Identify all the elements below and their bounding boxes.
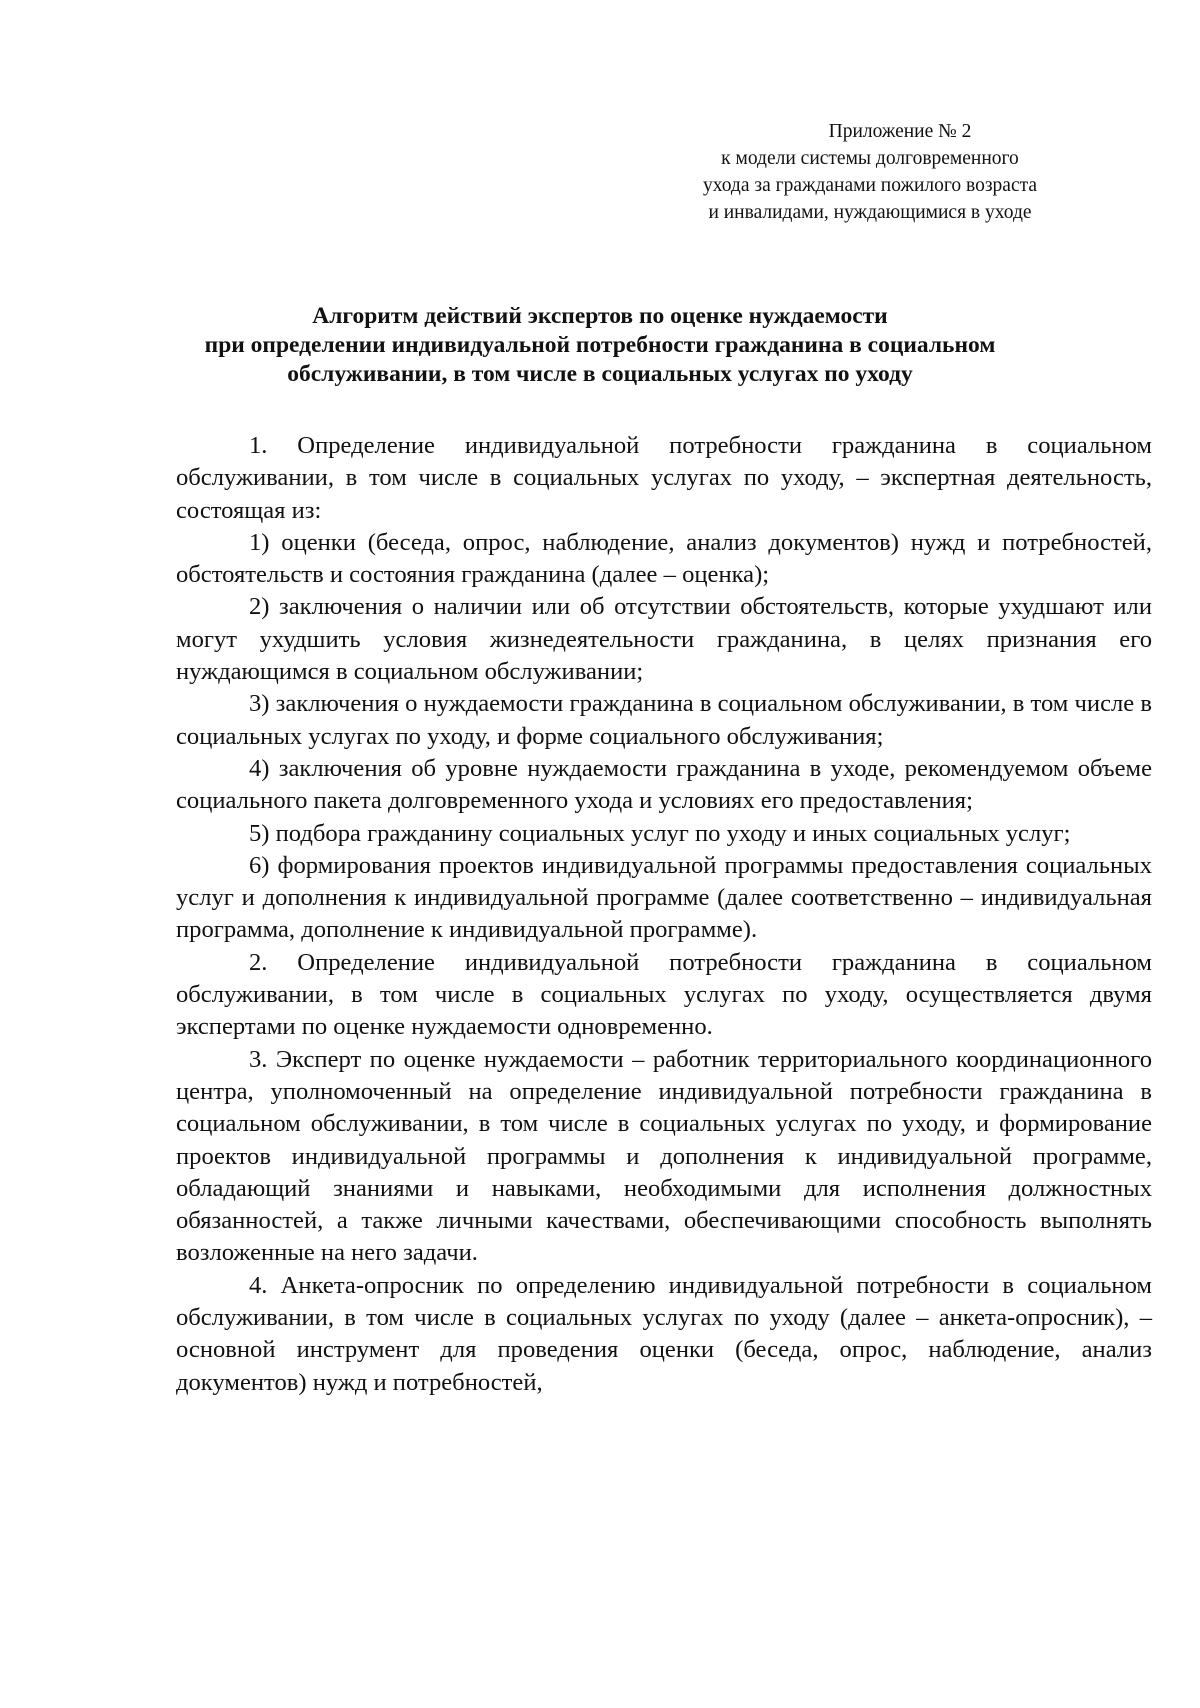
- paragraph-1-item-1: 1) оценки (беседа, опрос, наблюдение, анализ документов) нужд и потребностей, обстоятельств и состояния гражданина (далее – оценка);: [176, 528, 1152, 589]
- paragraph-1-item-5: 5) подбора гражданину социальных услуг по уходу и иных социальных услуг;: [249, 819, 1071, 847]
- paragraph-2: 2. Определение индивидуальной потребности гражданина в социальном обслуживании, в том числе в социальных услугах по уходу, осуществляется двумя экспертами по оценке нуждаемости одновременно.: [176, 948, 1152, 1041]
- appendix-line: к модели системы долговременного: [721, 148, 1019, 169]
- title-line: Алгоритм действий экспертов по оценке нуждаемости: [312, 303, 888, 329]
- paragraph-4: 4. Анкета-опросник по определению индивидуальной потребности в социальном обслуживании, в том числе в социальных услугах по уходу (далее – анкета-опросник), – основной инструмент для проведения оценки (беседа, опрос, наблюдение, анализ документов) нужд и потребностей,: [176, 1271, 1152, 1396]
- appendix-line: ухода за гражданами пожилого возраста: [702, 175, 1038, 196]
- appendix-number: Приложение № 2: [828, 121, 972, 142]
- paragraph-1-item-4: 4) заключения об уровне нуждаемости гражданина в уходе, рекомендуемом объеме социального пакета долговременного ухода и условиях его предоставления;: [176, 754, 1152, 815]
- document-title: [150, 302, 1050, 389]
- paragraph-3: 3. Эксперт по оценке нуждаемости – работник территориального координационного центра, уполномоченный на определение индивидуальной потребности гражданина в социальном обслуживании, в том числе в социальных услугах по уходу, и формирование проектов индивидуальной программы и дополнения к индивидуальной программе, обладающий знаниями и навыками, необходимыми для исполнения должностных обязанностей, а также личными качествами, обеспечивающими способность выполнять возложенные на него задачи.: [176, 1045, 1152, 1267]
- paragraph-1-item-2: 2) заключения о наличии или об отсутствии обстоятельств, которые ухудшают или могут ухудшить условия жизнедеятельности гражданина, в целях признания его нуждающимся в социальном обслуживании;: [176, 593, 1152, 686]
- document-body: [176, 430, 1152, 1399]
- paragraph-1: 1. Определение индивидуальной потребности гражданина в социальном обслуживании, в том числе в социальных услугах по уходу, – экспертная деятельность, состоящая из:: [176, 432, 1152, 524]
- title-line: при определении индивидуальной потребности гражданина в социальном: [204, 332, 996, 358]
- paragraph-1-item-3: 3) заключения о нуждаемости гражданина в социальном обслуживании, в том числе в социальных услугах по уходу, и форме социального обслуживания;: [176, 690, 1152, 750]
- paragraph-1-item-6: 6) формирования проектов индивидуальной программы предоставления социальных услуг и дополнения к индивидуальной программе (далее соответственно – индивидуальная программа, дополнение к индивидуальной программе).: [176, 851, 1152, 944]
- title-line: обслуживании, в том числе в социальных услугах по уходу: [287, 361, 913, 387]
- appendix-header: [630, 118, 1110, 226]
- appendix-line: и инвалидами, нуждающимися в уходе: [708, 202, 1032, 223]
